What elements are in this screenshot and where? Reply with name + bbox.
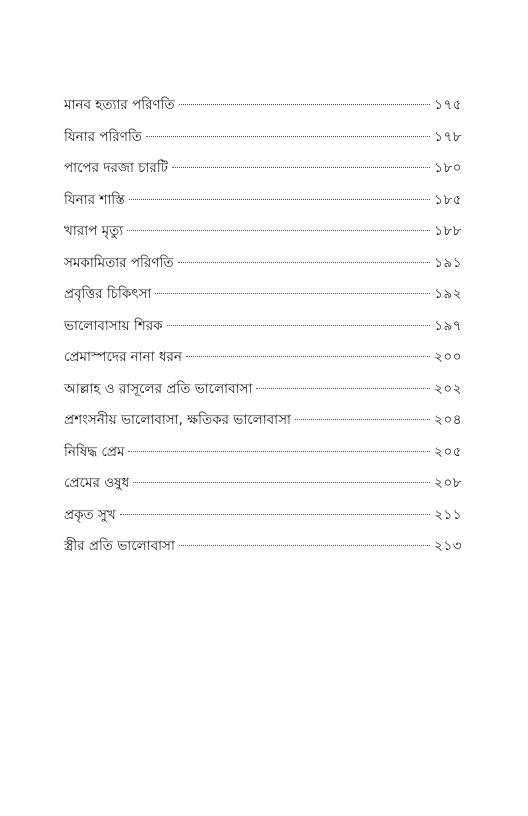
toc-entry-page: ১৯১ <box>434 254 462 271</box>
dot-leader <box>146 136 430 137</box>
toc-entry[interactable] <box>64 216 462 248</box>
toc-entry-page: ২০৪ <box>434 412 462 428</box>
dot-leader <box>179 545 430 546</box>
toc-entry-title: প্রশংসনীয় ভালোবাসা, ক্ষতিকর ভালোবাসা <box>64 412 291 428</box>
toc-entry-title: আল্লাহ ও রাসূলের প্রতি ভালোবাসা <box>64 380 253 397</box>
dot-leader <box>128 451 430 452</box>
toc-entry-title: প্রেমের ওষুধ <box>64 475 130 491</box>
dot-leader <box>172 167 430 168</box>
toc-entry-page: ২০০ <box>434 349 462 365</box>
toc-entry[interactable] <box>64 248 462 280</box>
toc-entry[interactable] <box>64 531 462 563</box>
toc-entry[interactable] <box>64 374 462 406</box>
toc-entry[interactable] <box>64 279 462 311</box>
toc-entry-page: ১৭৮ <box>434 128 462 145</box>
dot-leader <box>155 293 430 294</box>
toc-entry-title: প্রবৃত্তির চিকিৎসা <box>64 286 152 302</box>
dot-leader <box>129 199 430 200</box>
toc-entry-page: ২১৩ <box>434 538 462 554</box>
toc-entry-page: ১৭৫ <box>434 97 462 113</box>
toc-entry-title: প্রকৃত সুখ <box>64 506 116 523</box>
toc-entry-title: খারাপ মৃত্যু <box>64 223 124 239</box>
toc-entry[interactable] <box>64 311 462 343</box>
toc-entry-title: নিষিদ্ধ প্রেম <box>64 443 125 460</box>
dot-leader <box>186 356 430 357</box>
toc-entry[interactable] <box>64 437 462 469</box>
dot-leader <box>120 514 430 515</box>
toc-entry[interactable] <box>64 90 462 122</box>
dot-leader <box>178 262 431 263</box>
toc-entry[interactable] <box>64 185 462 217</box>
toc-entry[interactable] <box>64 122 462 154</box>
dot-leader <box>295 419 430 420</box>
toc-entry-title: স্ত্রীর প্রতি ভালোবাসা <box>64 538 175 554</box>
toc-entry-title: মানব হত্যার পরিণতি <box>64 97 175 113</box>
toc-entry-page: ১৯২ <box>434 286 462 302</box>
toc-entry-title: প্রেমাস্পদের নানা ধরন <box>64 349 182 365</box>
toc-entry-page: ২০৫ <box>434 443 462 460</box>
dot-leader <box>133 482 430 483</box>
toc-entry-page: ১৯৭ <box>434 317 462 334</box>
toc-entry-page: ১৮৫ <box>434 191 462 208</box>
toc-entry[interactable] <box>64 342 462 374</box>
dot-leader <box>167 325 431 326</box>
toc-entry-title: পাপের দরজা চারটি <box>64 160 169 176</box>
toc-entry[interactable] <box>64 468 462 500</box>
toc-entry[interactable] <box>64 153 462 185</box>
toc-entry[interactable] <box>64 500 462 532</box>
toc-entry-page: ২০২ <box>434 380 462 397</box>
toc-entry-page: ১৮৮ <box>434 223 462 239</box>
toc-entry-title: সমকামিতার পরিণতি <box>64 254 174 271</box>
toc-entry-title: যিনার পরিণতি <box>64 128 142 145</box>
toc-entry-title: ভালোবাসায় শিরক <box>64 317 163 334</box>
dot-leader <box>256 388 430 389</box>
table-of-contents <box>64 90 462 563</box>
toc-entry-title: যিনার শাস্তি <box>64 191 125 208</box>
toc-entry-page: ১৮০ <box>434 160 462 176</box>
toc-entry-page: ২০৮ <box>434 475 462 491</box>
toc-entry[interactable] <box>64 405 462 437</box>
dot-leader <box>127 230 430 231</box>
toc-entry-page: ২১১ <box>434 506 462 523</box>
dot-leader <box>179 104 431 105</box>
